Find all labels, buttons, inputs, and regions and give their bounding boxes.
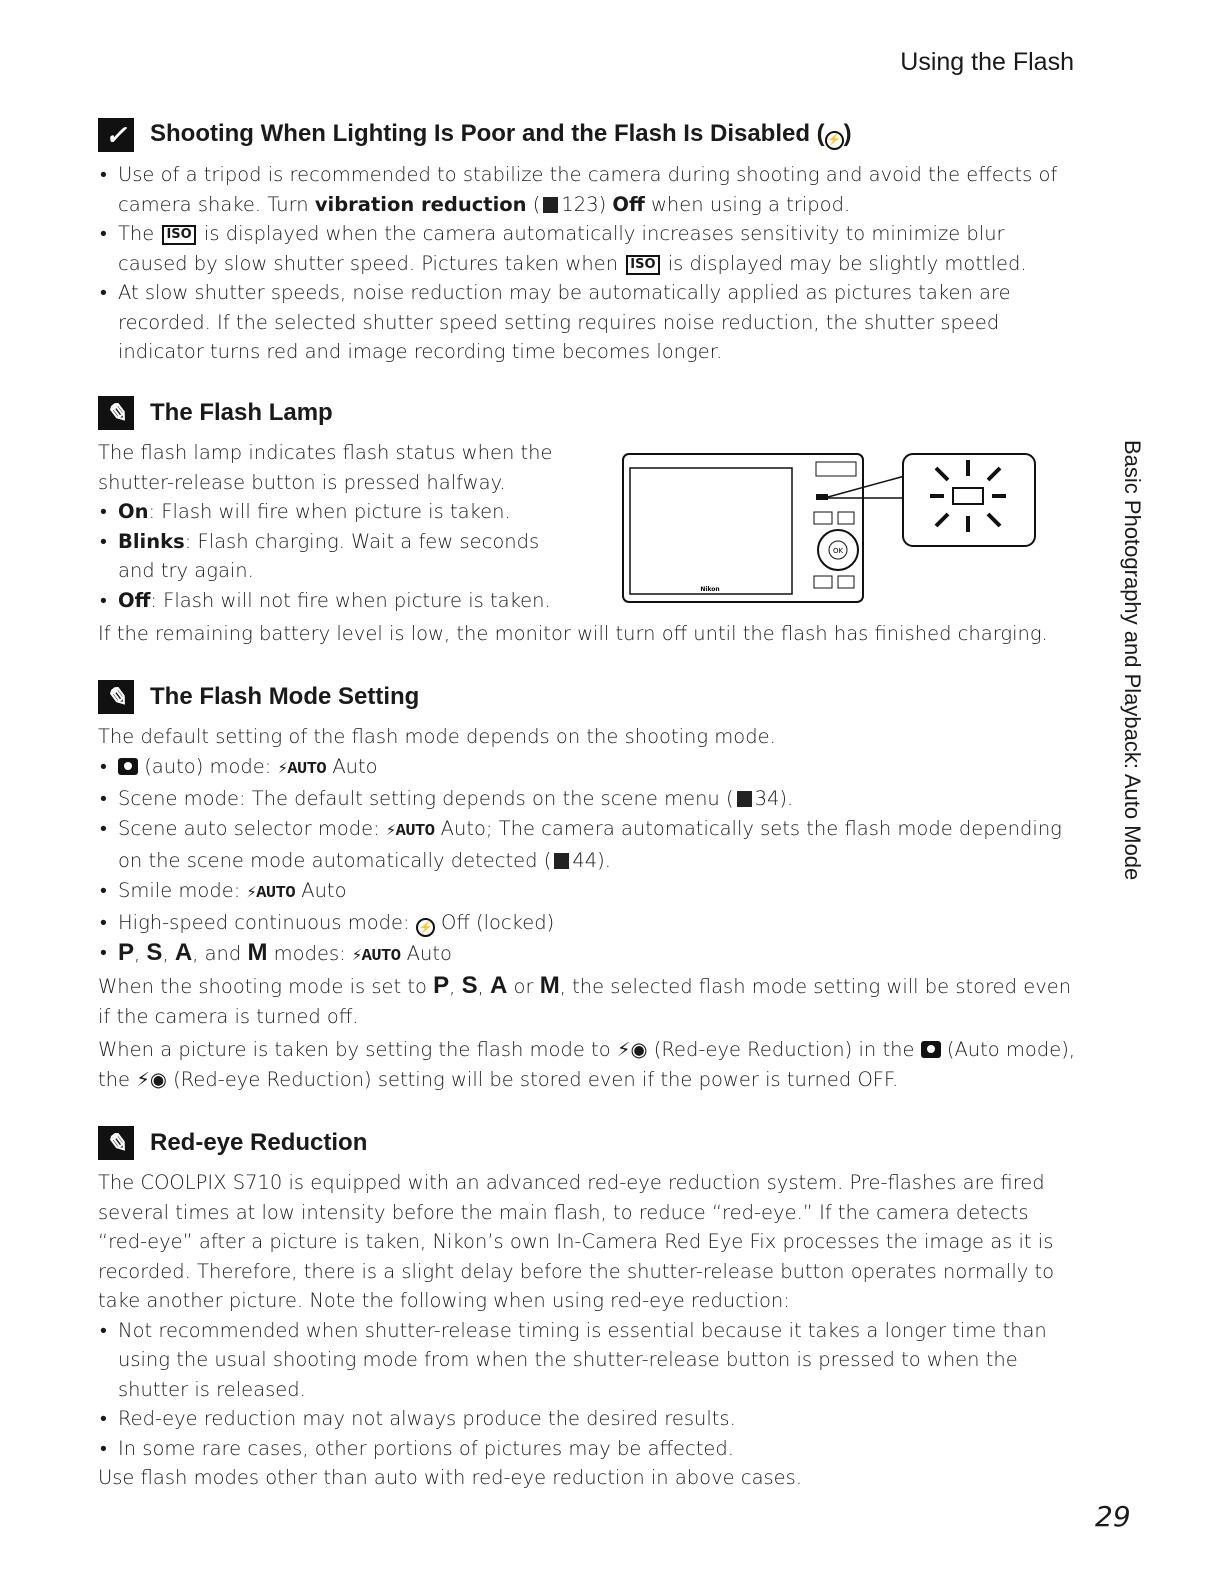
flash-auto-icon: ⚡AUTO [385,821,435,841]
list-item: • Scene auto selector mode: ⚡AUTO Auto; The camera automatically sets the flash mode depending on the scene mode automatically detected ( 44). [98,814,1078,876]
section-title: ✎ The Flash Lamp [98,396,1078,430]
paragraph: Use flash modes other than auto with red-eye reduction in above cases. [98,1466,803,1489]
mode-s-icon: S [146,938,163,966]
paragraph: The flash lamp indicates flash status when the shutter-release button is pressed halfway. [98,441,553,494]
flash-lamp [816,494,828,500]
list-item: • P, S, A, and M modes: ⚡AUTO Auto [98,938,1078,972]
mode-s-icon: S [461,972,478,999]
paragraph: When the shooting mode is set to P, S, A or M, the selected flash mode setting will be stored even if the camera is turned off. [98,972,1072,1028]
ok-button-label: OK [832,547,844,555]
flash-auto-icon: ⚡AUTO [277,759,327,779]
mode-a-icon: A [174,938,193,966]
chapter-side-tab: Basic Photography and Playback: Auto Mode [1120,440,1145,881]
flash-off-icon: ⚡ [416,918,435,937]
page-ref-icon [737,791,752,807]
page-number: 29 [1095,1500,1131,1533]
list-item: • Off: Flash will not fire when picture is taken. [98,586,698,616]
flash-auto-icon: ⚡AUTO [246,883,296,903]
flash-auto-icon: ⚡AUTO [351,946,401,966]
note-pencil-icon: ✎ [98,1126,134,1160]
brand-label: Nikon [700,586,720,593]
list-item: • (auto) mode: ⚡AUTO Auto [98,752,1078,785]
mode-a-icon: A [490,972,508,999]
section-title: ✎ The Flash Mode Setting [98,680,1078,714]
iso-icon: ISO [162,225,195,245]
list-item: • In some rare cases, other portions of pictures may be affected. [98,1434,1078,1464]
list-item: • Red-eye reduction may not always produce the desired results. [98,1404,1078,1434]
note-pencil-icon: ✎ [98,396,134,430]
list-item: • Use of a tripod is recommended to stabilize the camera during shooting and avoid the effects of camera shake. Turn vibration reduction ( 123) Off when using a tripod. [98,160,1078,219]
camera-back-illustration [620,448,1040,608]
note-pencil-icon: ✎ [98,680,134,714]
title-text: Shooting When Lighting Is Poor and the Flash Is Disabled ( [150,120,825,147]
list-item: • Not recommended when shutter-release timing is essential because it takes a longer time than using the usual shooting mode from when the shutter-release button is pressed to when the shutter is released. [98,1316,1078,1405]
list-item: • Blinks: Flash charging. Wait a few seconds and try again. [98,527,568,586]
auto-mode-camera-icon [921,1041,941,1058]
list-item: • High-speed continuous mode: ⚡ Off (locked) [98,908,1078,938]
running-header: Using the Flash [900,48,1074,76]
list-item: • Scene mode: The default setting depends on the scene menu ( 34). [98,784,1078,814]
mode-m-icon: M [539,972,560,999]
list-item: • The ISO is displayed when the camera automatically increases sensitivity to minimize blur caused by slow shutter speed. Pictures taken when ISO is displayed may be slightly mottled. [98,219,1078,278]
list-item: • On: Flash will fire when picture is taken. [98,497,568,527]
paragraph: If the remaining battery level is low, the monitor will turn off until the flash has finished charging. [98,622,1048,645]
mode-p-icon: P [118,938,135,966]
paragraph: The COOLPIX S710 is equipped with an advanced red-eye reduction system. Pre-flashes are fired several times at low intensity before the main flash, to reduce “red-eye.” If the camera detects “red-eye” after a picture is taken, Nikon’s own In-Camera Red Eye Fix processes the image as it is recorded. Therefore, there is a slight delay before the shutter-release button operates normally to take another picture. Note the following when using red-eye reduction: [98,1171,1055,1312]
iso-icon: ISO [626,255,659,275]
title-text-end: ) [843,120,852,147]
mode-m-icon: M [247,938,268,966]
list-item: • Smile mode: ⚡AUTO Auto [98,876,1078,909]
red-eye-icon: ⚡◉ [136,1067,167,1091]
list-item: • At slow shutter speeds, noise reduction may be automatically applied as pictures taken are recorded. If the selected shutter speed setting requires noise reduction, the shutter speed indicator turns red and image recording time becomes longer. [98,278,1078,367]
red-eye-icon: ⚡◉ [616,1038,648,1061]
section-poor-lighting [98,118,1078,367]
section-red-eye-reduction [98,1126,1078,1493]
mode-p-icon: P [433,972,450,999]
paragraph: The default setting of the flash mode depends on the shooting mode. [98,725,776,748]
section-flash-mode-setting [98,680,1078,1094]
paragraph: When a picture is taken by setting the flash mode to ⚡◉ (Red-eye Reduction) in the (Auto mode), the ⚡◉ (Red-eye Reduction) setting will be stored even if the power is turned OFF. [98,1038,1076,1091]
page-ref-icon [554,853,569,869]
auto-mode-camera-icon [118,758,138,775]
section-title [98,118,1078,152]
page-ref-icon [543,197,558,213]
section-title: ✎ Red-eye Reduction [98,1126,1078,1160]
flash-off-icon: ⚡ [825,131,844,150]
caution-check-icon: ✓ [98,118,134,152]
